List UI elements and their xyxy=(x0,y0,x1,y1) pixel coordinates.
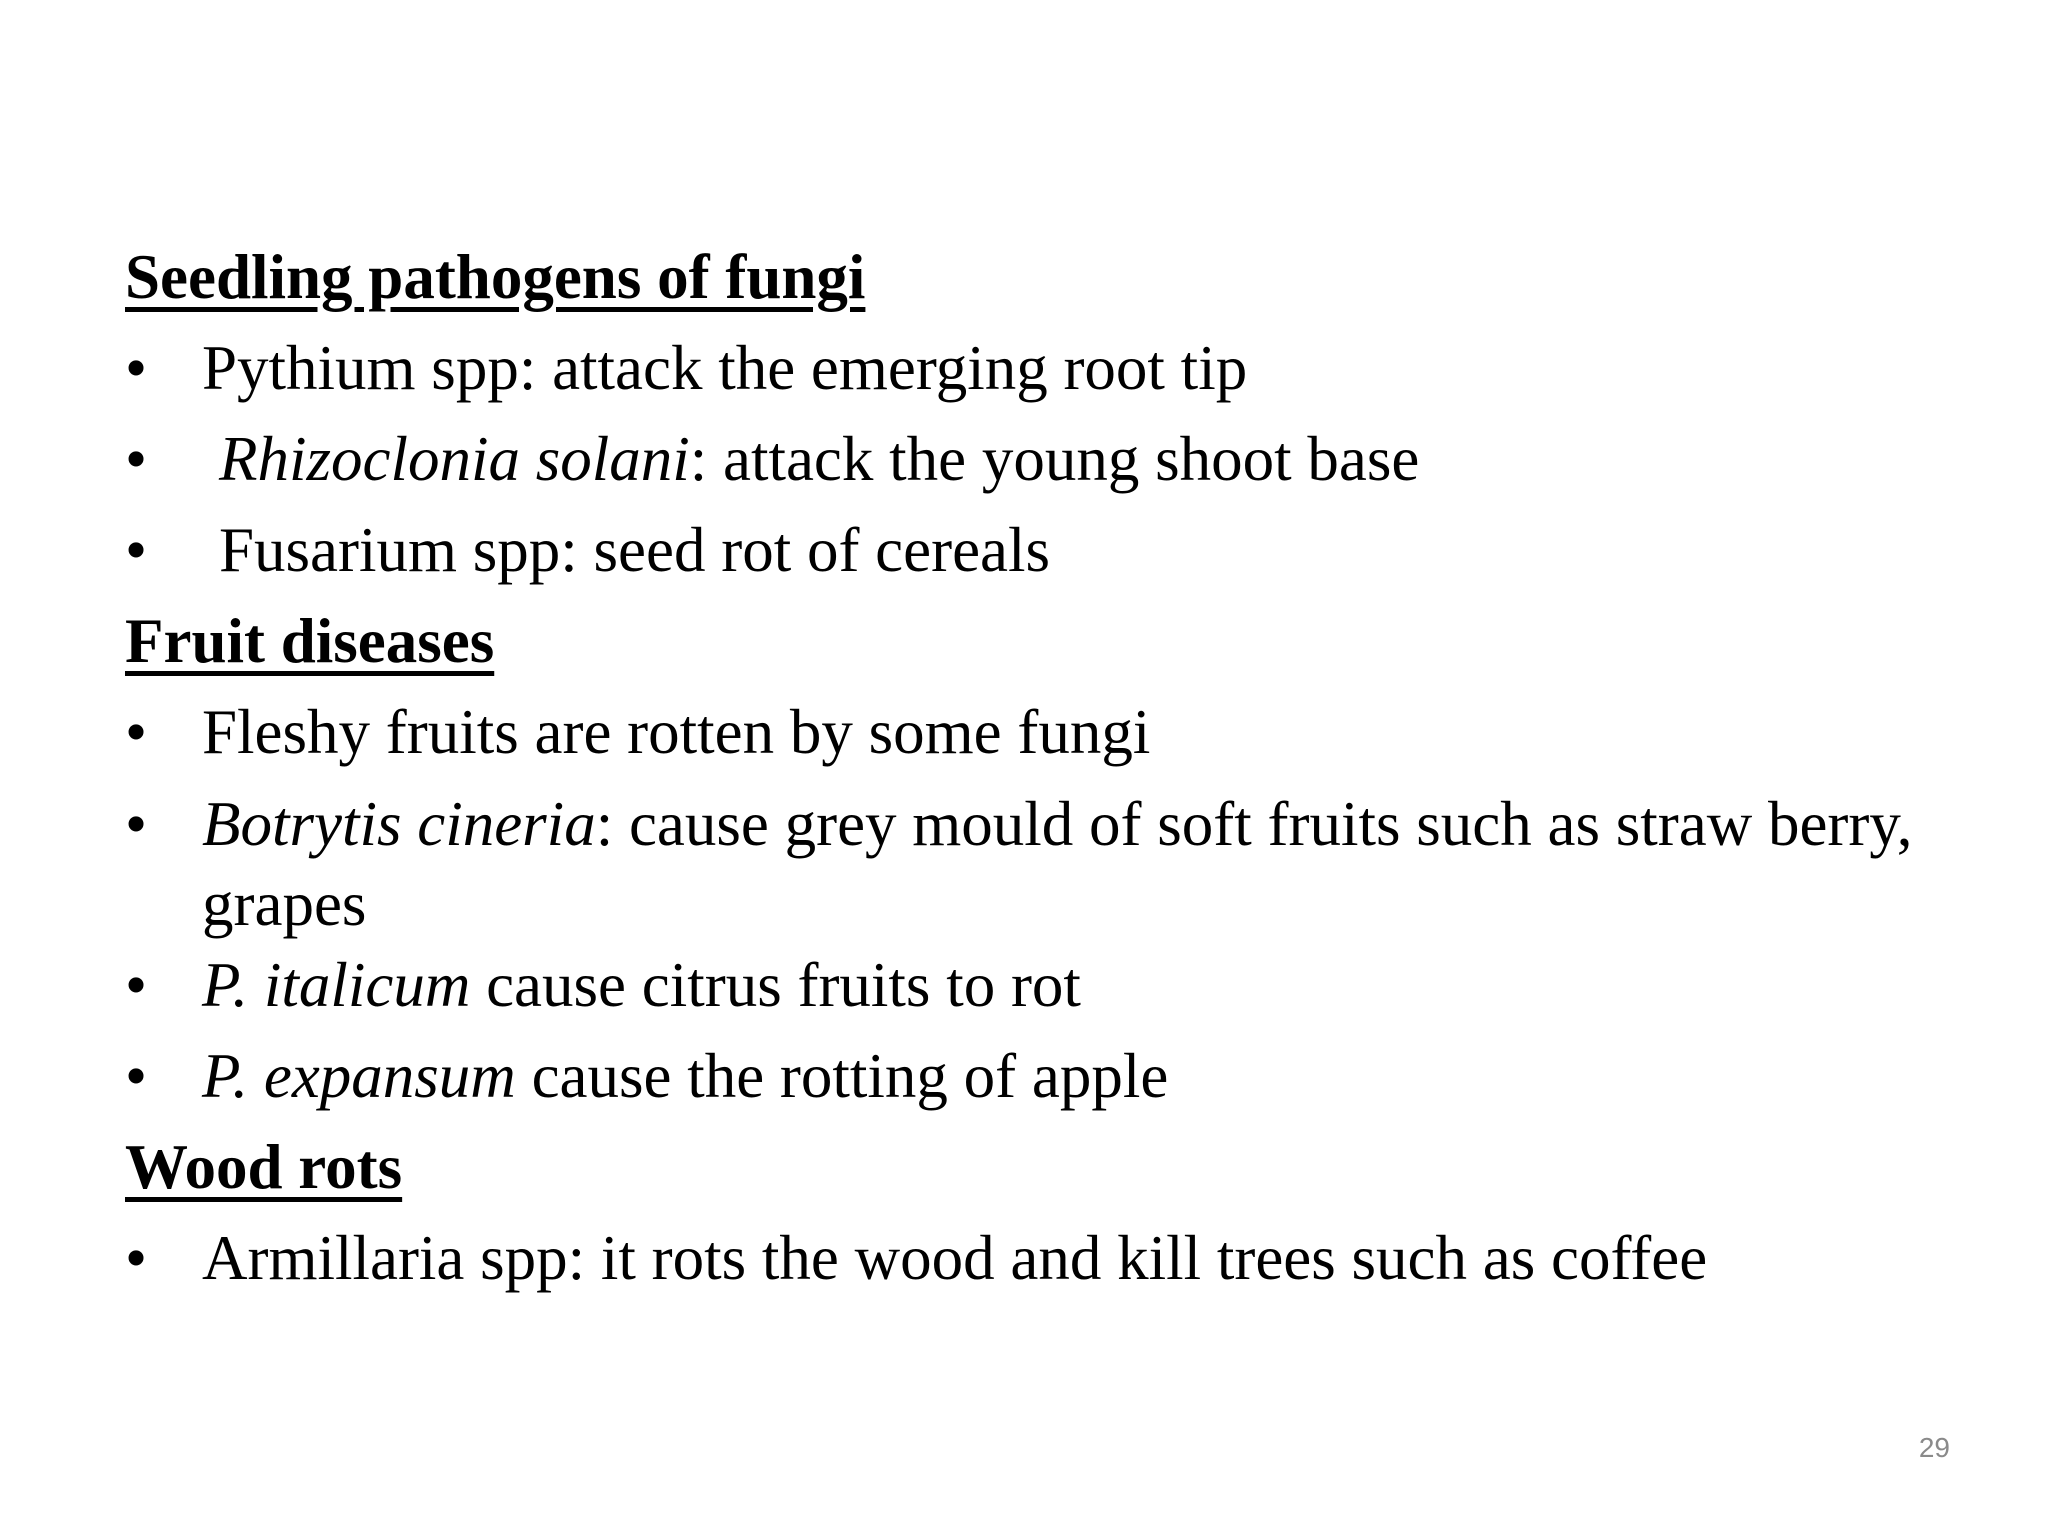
species-name: P. italicum xyxy=(202,950,471,1020)
slide-content xyxy=(125,232,1925,1304)
list-item xyxy=(125,1031,1925,1122)
bullet-icon: • xyxy=(125,515,148,585)
item-text: Pythium spp: attack the emerging root tip xyxy=(202,333,1248,403)
list-item xyxy=(125,414,1925,505)
bullet-icon: • xyxy=(125,333,148,403)
bullet-icon: • xyxy=(125,424,148,494)
item-text: cause citrus fruits to rot xyxy=(470,950,1081,1020)
list-item xyxy=(125,940,1925,1031)
heading-fruit-diseases: Fruit diseases xyxy=(125,606,495,676)
item-text: cause the rotting of apple xyxy=(515,1041,1169,1111)
list-item xyxy=(125,687,1925,778)
item-text: Armillaria spp: it rots the wood and kill trees such as coffee xyxy=(202,1223,1708,1293)
item-text: Fusarium spp: seed rot of cereals xyxy=(219,515,1051,585)
heading-wood-rots: Wood rots xyxy=(125,1132,403,1202)
bullet-icon: • xyxy=(125,1223,148,1293)
bullet-icon: • xyxy=(125,697,148,767)
item-text: : attack the young shoot base xyxy=(689,424,1420,494)
list-item xyxy=(125,778,2042,940)
bullet-icon: • xyxy=(125,950,148,1020)
species-name: Botrytis cineria xyxy=(202,789,596,859)
item-text: : cause grey mould of soft fruits such as straw berry, grapes xyxy=(202,789,1913,939)
list-item xyxy=(125,323,1925,414)
page-number: 29 xyxy=(1918,1432,1950,1463)
heading-seedling-pathogens: Seedling pathogens of fungi xyxy=(125,242,866,312)
list-item xyxy=(125,1213,1925,1304)
species-name: P. expansum xyxy=(202,1041,516,1111)
bullet-icon: • xyxy=(125,1041,148,1111)
list-item xyxy=(125,505,1925,596)
item-text: Fleshy fruits are rotten by some fungi xyxy=(202,697,1151,767)
species-name: Rhizoclonia solani xyxy=(219,424,690,494)
bullet-icon: • xyxy=(125,789,148,859)
